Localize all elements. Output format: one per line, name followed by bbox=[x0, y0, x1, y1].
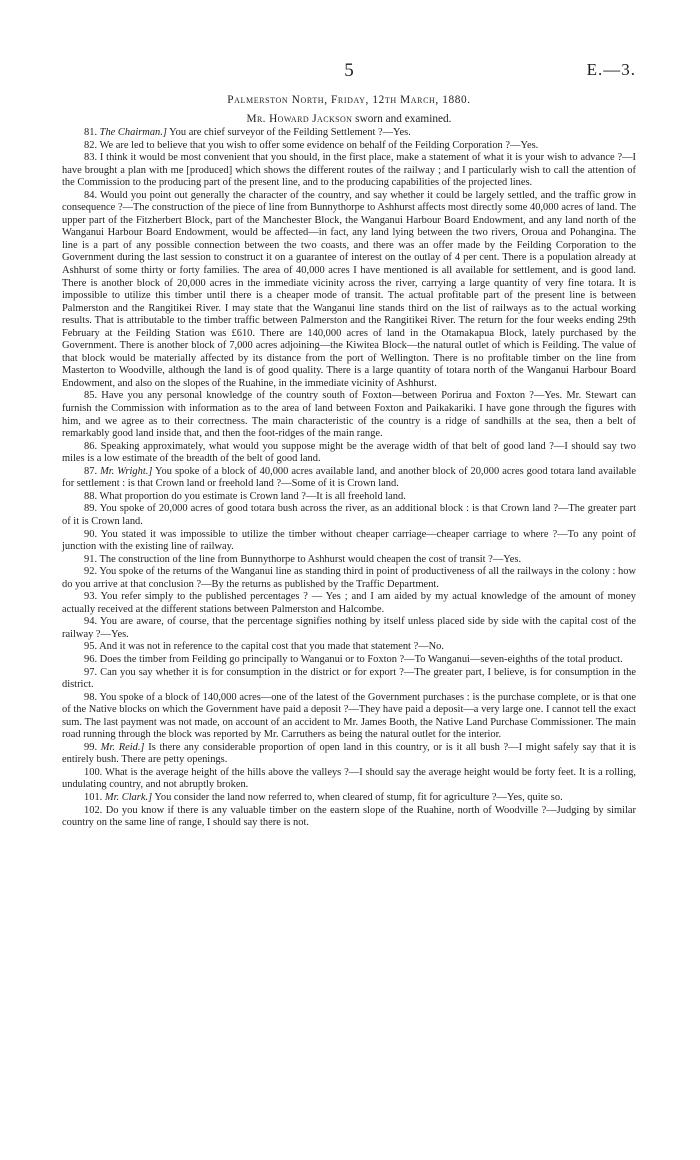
question-number: 102. bbox=[84, 804, 103, 816]
testimony-paragraph bbox=[62, 152, 636, 190]
testimony-paragraph bbox=[62, 805, 636, 830]
page-number: 5 bbox=[344, 60, 354, 81]
testimony-text: And it was not in reference to the capital cost that you made that statement ?—No. bbox=[99, 641, 445, 653]
testimony-text: Do you know if there is any valuable timber on the eastern slope of the Ruahine, north of Woodville ?—Judging by similar country on the same line of range, I should say there is not. bbox=[62, 804, 637, 829]
testimony-text: You spoke of the returns of the Wanganui line as standing third in point of productiveness of all the railways in the colony : how do you arrive at that conclusion ?—By the returns as published by the Traffic Department. bbox=[62, 566, 636, 590]
question-number: 84. bbox=[84, 189, 98, 201]
question-number: 88. bbox=[84, 490, 98, 502]
testimony-paragraph bbox=[62, 692, 636, 742]
question-number: 81. bbox=[84, 127, 98, 138]
testimony-text: Speaking approximately, what would you suppose might be the average width of that belt of good land ?—I should say two miles is a low estimate of the breadth of the belt of good land. bbox=[62, 440, 637, 465]
question-number: 86. bbox=[84, 440, 98, 452]
testimony-body bbox=[62, 127, 636, 830]
question-number: 94. bbox=[84, 616, 98, 628]
testimony-paragraph bbox=[62, 491, 636, 504]
testimony-text: You are aware, of course, that the percentage signifies nothing by itself unless placed side by side with the capital cost of the railway ?—Yes. bbox=[62, 616, 636, 640]
question-number: 95. bbox=[84, 641, 98, 653]
testimony-paragraph bbox=[62, 503, 636, 528]
question-number: 87. bbox=[84, 465, 98, 477]
testimony-text: I think it would be most convenient that you should, in the first place, make a statement of what it is your wish to advance ?—I have brought a plan with me [produced] which shows the different routes of the railway ; and I particularly wish to call the attention of the Commission to the producing part of the present line, and to the producing capabilities of the projected lines. bbox=[62, 152, 636, 189]
question-number: 100. bbox=[84, 766, 103, 778]
question-number: 93. bbox=[84, 591, 98, 603]
testimony-text: You spoke of 20,000 acres of good totara bush across the river, as an additional block : is that Crown land ?—The greater part of it is Crown land. bbox=[62, 503, 636, 527]
question-number: 90. bbox=[84, 528, 98, 540]
testimony-text: What is the average height of the hills above the valleys ?—I should say the average height would be forty feet. It is a rolling, undulating country, and not abruptly broken. bbox=[62, 766, 637, 791]
testimony-text: You stated it was impossible to utilize the timber without cheaper carriage—cheaper carriage to where ?—To any point of junction with the existing line of railway. bbox=[62, 528, 636, 553]
speaker-name: Mr. Clark.] bbox=[104, 791, 153, 803]
testimony-paragraph bbox=[62, 742, 636, 767]
testimony-text: Does the timber from Feilding go principally to Wanganui or to Foxton ?—To Wanganui—seven-eighths of the total product. bbox=[99, 653, 623, 665]
testimony-paragraph bbox=[62, 616, 636, 641]
witness-heading bbox=[62, 113, 636, 125]
question-number: 91. bbox=[84, 553, 98, 565]
testimony-text: You spoke of a block of 140,000 acres—one of the latest of the Government purchases : is the purchase complete, or is that one of the Native blocks on which the Government have paid a deposit ?—They have paid a deposit—a very large one. I cannot tell the exact sum. The last payment was not made, on account of an accident to Mr. James Booth, the Native Land Purchase Commissioner. The main road running through the block was reported by Mr. Carruthers as being the natural outlet for the interior. bbox=[62, 691, 636, 741]
question-number: 99. bbox=[84, 741, 98, 753]
session-dateline: Palmerston North, Friday, 12th March, 1880. bbox=[227, 94, 471, 106]
testimony-text: What proportion do you estimate is Crown land ?—It is all freehold land. bbox=[99, 490, 406, 502]
testimony-text: You refer simply to the published percentages ? — Yes ; and I am aided by my actual knowledge of the amount of money actually received at the different stations between Palmerston and Halcombe. bbox=[62, 591, 636, 615]
testimony-text: Can you say whether it is for consumption in the district or for export ?—The greater part, I believe, is for consumption in the district. bbox=[62, 666, 636, 691]
testimony-paragraph bbox=[62, 441, 636, 466]
testimony-paragraph bbox=[62, 566, 636, 591]
testimony-paragraph bbox=[62, 466, 636, 491]
testimony-text: Is there any considerable proportion of open land in this country, or is it all bush ?—I might safely say that it is entirely bush. There are petty openings. bbox=[62, 741, 636, 766]
testimony-paragraph bbox=[62, 529, 636, 554]
speaker-name: Mr. Reid.] bbox=[100, 741, 145, 753]
testimony-text: Would you point out generally the character of the country, and say whether it could be largely settled, and the traffic grow in consequence ?—The construction of the piece of line from Bunnythorpe to Ashhurst affects most directly some 40,000 acres of land. The upper part of the Fitzherbert Block, part of the Manchester Block, the Wanganui Harbour Board Endowment, and any land north of the Wanganui Harbour Board Endowment, would be affected—in fact, any land lying between the two rivers, Oroua and Pohangina. The line is a part of any possible connection between the two coasts, and there was an offer made by the Feilding Corporation to the Government during the last session to construct it on a guarantee of interest on the outlay of 4 per cent. There is a population already at Ashhurst of some thirty or forty families. The area of 40,000 acres I have mentioned is all available for settlement, and is good land. There is another block of 20,000 acres in the immediate vicinity across the river, carrying a large quantity of very fine totara. It is impossible to utilize this timber until there is a cheaper mode of transit. The actual profitable part of the present line is between Palmerston and the Rangitikei River. I may state that the Wanganui line stands third on the list of railways as to the actual working results. That is attributable to the timber traffic between Palmerston and the Rangitikei River. The return for the four weeks ending 29th February at the Feilding Station was £610. There are 140,000 acres of land in the Otamakapua Block, lately purchased by the Government. There is another block of 7,000 acres adjoining—the Kiwitea Block—the natural outlet of which is Feilding. The value of that block would be materially affected by its distance from the port of Wellington. There is no profitable timber on the line from Masterton to Woodville, although the land is of good quality. There is a large quantity of totara north of the Wanganui Harbour Board Endowment, and also on the slopes of the Ruahine, in the immediate vicinity of Ashhurst. bbox=[62, 189, 637, 389]
testimony-paragraph bbox=[62, 767, 636, 792]
document-reference: E.—3. bbox=[586, 60, 636, 79]
testimony-paragraph bbox=[62, 667, 636, 692]
page-header bbox=[62, 60, 636, 90]
testimony-paragraph bbox=[62, 140, 636, 153]
testimony-text: We are led to believe that you wish to offer some evidence on behalf of the Feilding Corporation ?—Yes. bbox=[99, 139, 539, 151]
question-number: 82. bbox=[84, 139, 98, 151]
testimony-text: You consider the land now referred to, when cleared of stump, fit for agriculture ?—Yes, quite so. bbox=[152, 791, 563, 803]
question-number: 83. bbox=[84, 152, 98, 164]
testimony-text: You spoke of a block of 40,000 acres available land, and another block of 20,000 acres good totara land available for settlement : is that Crown land or freehold land ?—Some of it is Crown land. bbox=[62, 465, 637, 490]
testimony-text: The construction of the line from Bunnythorpe to Ashhurst would cheapen the cost of transit ?—Yes. bbox=[99, 553, 522, 565]
testimony-text: Have you any personal knowledge of the country south of Foxton—between Porirua and Foxton ?—Yes. Mr. Stewart can furnish the Commission with information as to the area of land between Foxton and Paikakariki. I have gone through the figures with him, and we agree as to their correctness. The main characteristic of the country is a ridge of sandhills at the sea, then a belt of remarkably good land inside that, and then the foot-ridges of the main range. bbox=[62, 390, 636, 440]
speaker-name: Mr. Wright.] bbox=[100, 465, 153, 477]
document-page bbox=[62, 60, 636, 830]
testimony-paragraph bbox=[62, 127, 636, 140]
testimony-paragraph bbox=[62, 554, 636, 567]
witness-name: Mr. Howard Jackson bbox=[246, 113, 353, 125]
speaker-name: The Chairman.] bbox=[99, 127, 167, 138]
testimony-paragraph bbox=[62, 641, 636, 654]
testimony-text: You are chief surveyor of the Feilding Settlement ?—Yes. bbox=[166, 127, 411, 138]
question-number: 92. bbox=[84, 566, 98, 578]
question-number: 96. bbox=[84, 653, 98, 665]
question-number: 97. bbox=[84, 666, 98, 678]
question-number: 98. bbox=[84, 691, 98, 703]
testimony-paragraph bbox=[62, 591, 636, 616]
question-number: 101. bbox=[84, 791, 103, 803]
testimony-paragraph bbox=[62, 654, 636, 667]
testimony-paragraph bbox=[62, 390, 636, 440]
question-number: 89. bbox=[84, 503, 98, 515]
question-number: 85. bbox=[84, 390, 98, 402]
testimony-paragraph bbox=[62, 190, 636, 391]
testimony-paragraph bbox=[62, 792, 636, 805]
witness-sworn-text: sworn and examined. bbox=[352, 113, 452, 125]
